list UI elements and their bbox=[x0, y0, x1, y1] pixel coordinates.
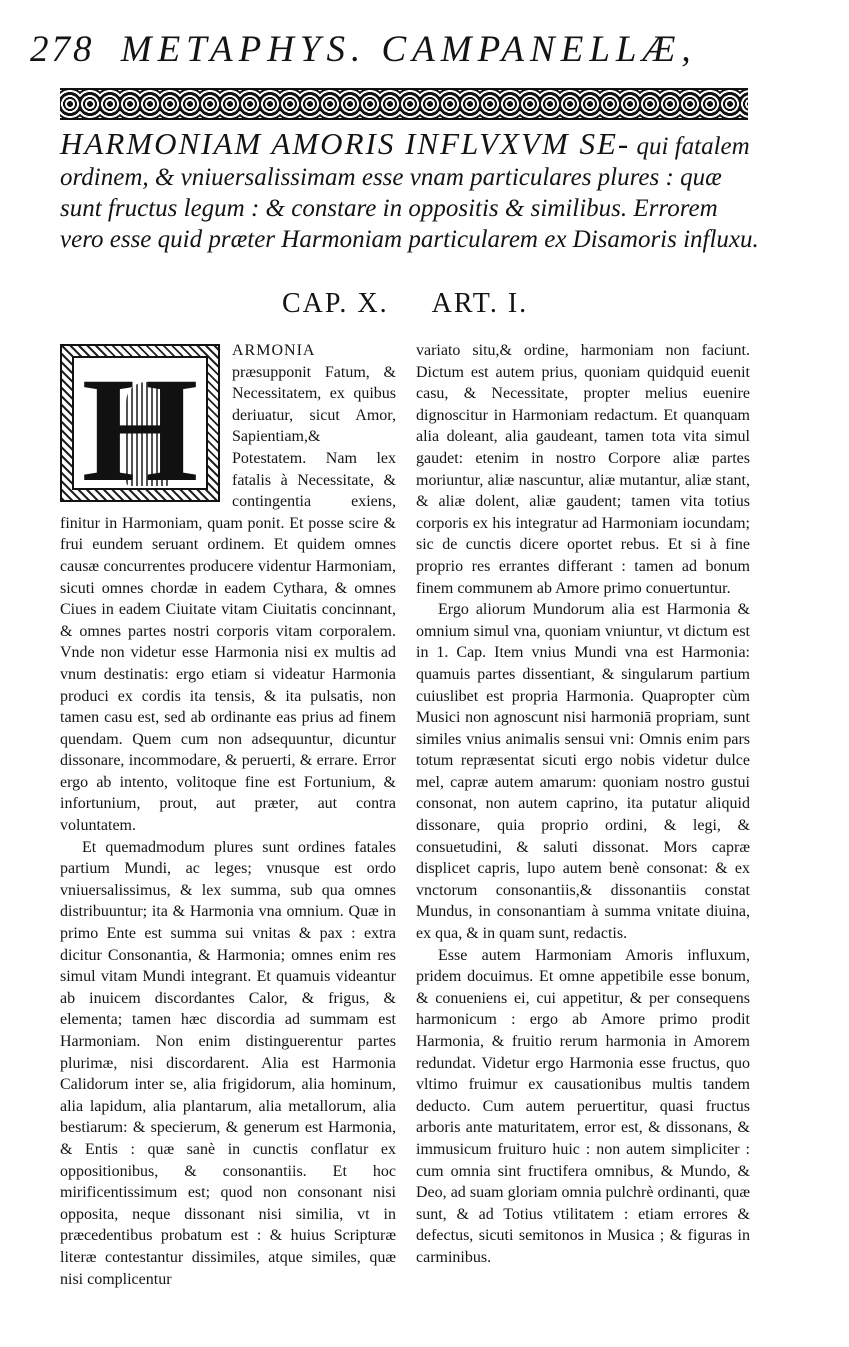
ornamental-band-icon bbox=[60, 88, 748, 120]
running-title: METAPHYS. CAMPANELLÆ, bbox=[120, 29, 697, 70]
section-heading-text: qui fatalem ordinem, & vniuersalissimam esse vnam particulares plures : quæ sunt fructus legum : & constare in oppositis & similibus. Errorem vero esse quid præter Harmoniam particularem ex Disamoris influxu. bbox=[60, 133, 759, 253]
historiated-initial-h-icon bbox=[60, 344, 220, 513]
paragraph: variato situ,& ordine, harmoniam non faciunt. Dictum est autem prius, quoniam quidquid euenit casu, & Necessitate, propter melius euenire dignoscitur in Harmoniam redactum. Et quanquam alia doleant, alia gaudeant, tamen tota vita simul gaudet: etenim in nostro Corpore aliæ partes moriuntur, aliæ nascuntur, aliæ mutantur, aliæ stant, & aliæ dolent, aliæ gaudent; tamen vita totius corporis ex his integratur ad Harmoniam iocundam; sic de cunctis dicere oportet rebus. Et si à fine proprio res errantes differant : tamen ad bonum finem communem ab Amore primo conuertuntur. bbox=[416, 342, 750, 597]
section-heading-caps: HARMONIAM AMORIS INFLVXVM SE- bbox=[60, 126, 631, 161]
paragraph: Esse autem Harmoniam Amoris influxum, pridem docuimus. Et omne appetibile esse bonum, & conueniens ei, cui appetitur, & per consequens harmonicum : ergo ab Amore primo prodit Harmonia, & fruitio rerum harmonia in Amorem redundat. Videtur ergo Harmonia esse fructus, quo vltimo fruimur ex causationibus multis tandem deducto. Cum autem peruertitur, quasi fructus arboris ante maturitatem, error est, & dissonans, & immusicum fruituro huic : non autem simpliciter : cum omnia sint fructifera omnibus, & Mundo, & Deo, ad suam gloriam omnia pulchrè ordinanti, quæ sunt, & ad Totius vtilitatem : etiam errores & defectus, sicuti semitonos in Musica ; & figuras in carminibus. bbox=[416, 946, 750, 1266]
initial-frame bbox=[72, 347, 208, 513]
chapter-line bbox=[282, 288, 528, 320]
page-number: 278 bbox=[30, 29, 95, 70]
section-heading bbox=[60, 128, 760, 255]
paragraph-text: præsupponit Fatum, & Necessitatem, ex quibus deriuatur, sicut Amor, Sapientiam,& Potestatem. Nam lex fatalis à Necessitate, & contingentia exiens, finitur in Harmoniam, quam ponit. Et posse scire & frui eundem seruant ordinem. Et quidem omnes causæ concurrentes producere videntur Harmoniam, sicuti omnes chordæ in eadem Cythara, & omnes Ciues in eadem Ciuitate vitam Ciuitatis concinnant, & omnes partes nostri corporis vitam corporalem. Vnde non videtur esse Harmonia nisi ex multis ad vnum destinatis: ergo etiam si videatur Harmonia produci ex cordis ita tensis, & ita pulsatis, non tamen casu est, sed ab ordinante eas prius ad finem quendam. Quem cum non adsequuntur, dicuntur dissonare, incommodare, & peruerti, & errare. Error ergo ab intento, volitoque fine est Fortunium, & infortunium, prout, aut præter, aut contra voluntatem. bbox=[60, 363, 396, 835]
opening-caps: ARMONIA bbox=[232, 342, 316, 359]
article-number: ART. I. bbox=[431, 288, 529, 319]
paragraph: Ergo aliorum Mundorum alia est Harmonia & omnium simul vna, quoniam vniuntur, vt dictum est in 1. Cap. Item vnius Mundi vna est Harmonia: quamuis partes dissentiant, & singularum partium cuiuslibet est propria Harmonia. Quapropter cùm Musici non agnoscunt nisi harmoniā propriam, sunt similes vnius animalis sensui vni: Omnis enim pars totum repræsentat sicuti ergo nobis videtur dulce mel, capræ autem amarum: quoniam nostro gustui consonat, non autem caprino, ita putatur aliquid dissonare, quia proprio ordini, & legi, & consuetudini, & saluti dissonat. Mors capræ displicet capris, lupo autem benè consonat: & ex vnctorum consonantiis,& dissonantiis constat Mundus, in consonantiam à summa vnitate diuina, ex qua, & in quam sunt, redactis. bbox=[416, 601, 750, 943]
right-column bbox=[416, 340, 750, 1269]
paragraph: Et quemadmodum plures sunt ordines fatales partium Mundi, ac leges; vnusque est ordo vniuersalissimus, & lex summa, sub qua omnes distribuuntur; ita & Harmonia vna omnium. Quæ in primo Ente est summa sui vnitas & pax : extra dicitur Consonantia, & Harmonia; omnes enim res simul vitam Mundi integrant. Et quamuis videantur ab inuicem discordantes Calor, & frigus, & elementa; tamen hæc discordia ad summam est Harmoniam. Non enim distinguerentur partes plurimæ, nisi discordarent. Alia est Harmonia Calidorum inter se, alia frigidorum, alia hominum, alia lapidum, alia plantarum, alia metallorum, alia bestiarum: & specierum, & generum est Harmonia, & Entis : quæ sanè in cunctis conflatur ex oppositionibus, & consonantiis. Et hoc mirificentissimum est; quod non consonant nisi opposita, neque dissonant nisi similia, vt in præcedentibus probatum est : & huius Scripturæ literæ contestantur dissimiles, atque similes, quæ nisi complicentur bbox=[60, 838, 396, 1288]
chapter-number: CAP. X. bbox=[282, 288, 389, 319]
drop-cap-letter: H bbox=[81, 347, 199, 513]
left-column bbox=[60, 340, 396, 1290]
running-head bbox=[30, 28, 710, 71]
